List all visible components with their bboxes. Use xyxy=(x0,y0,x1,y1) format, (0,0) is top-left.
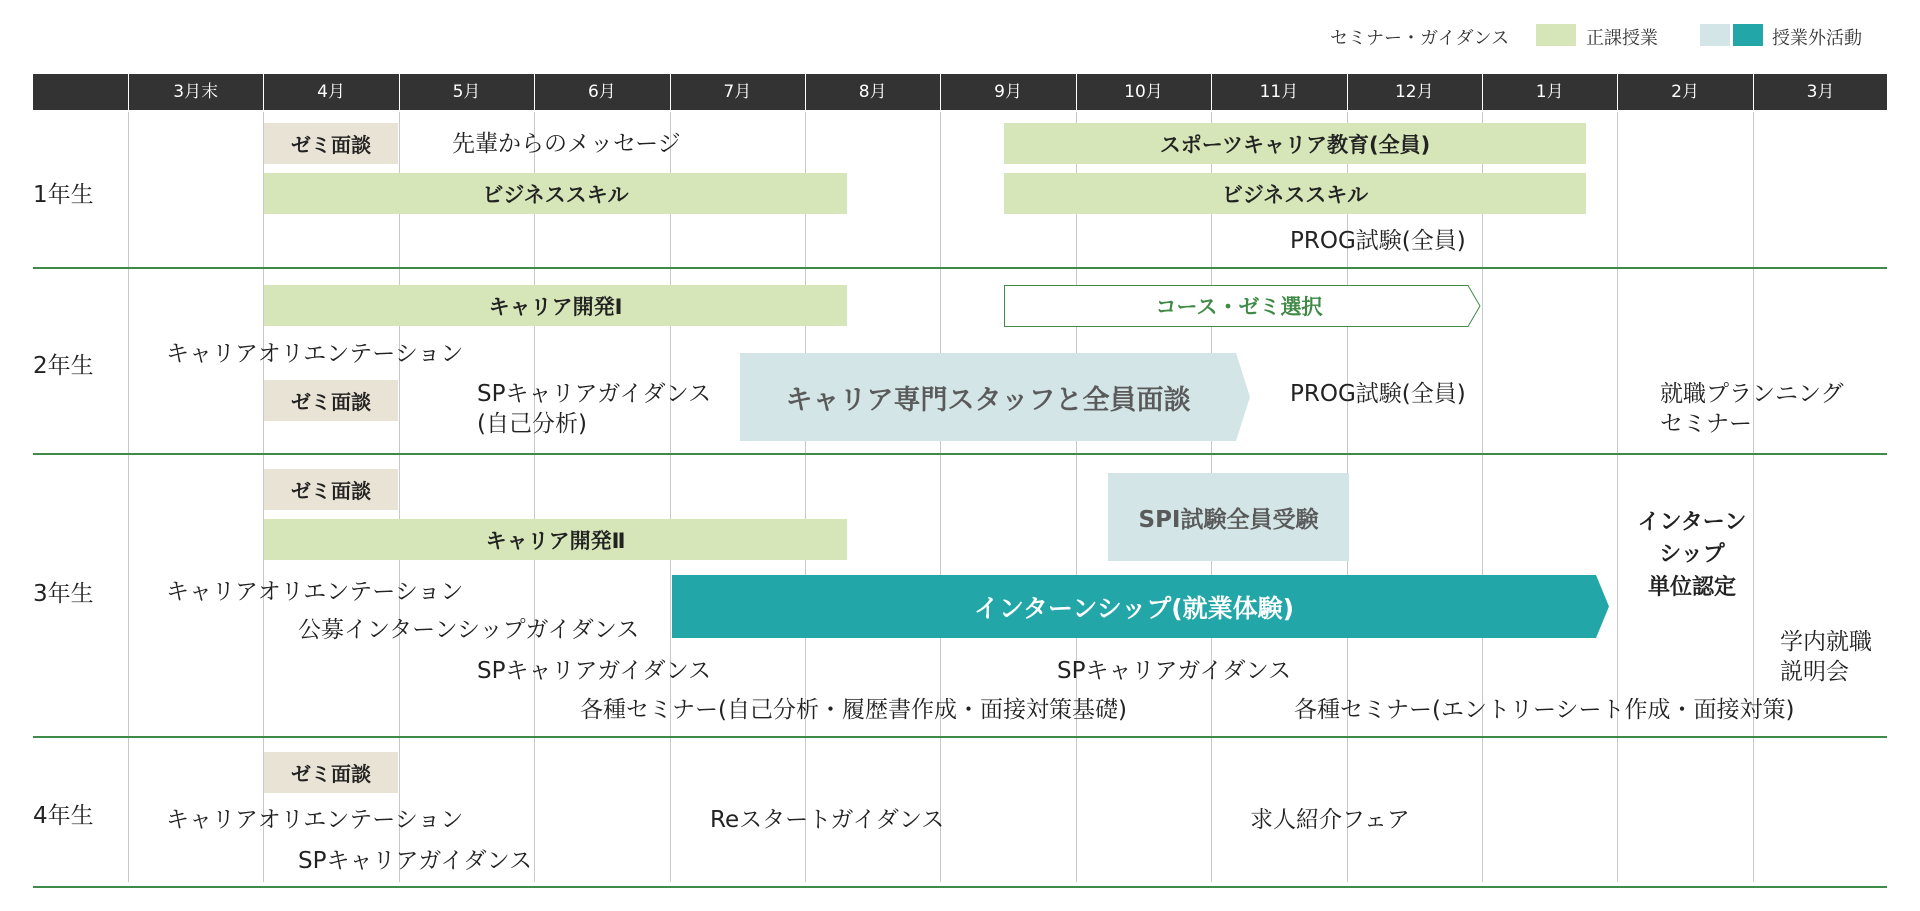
y1-sports-career-bar: スポーツキャリア教育(全員) xyxy=(1004,123,1586,164)
y1-business-skill-bar-2: ビジネススキル xyxy=(1004,173,1586,214)
grid-line xyxy=(805,112,806,882)
y3-internship-credit-line3: 単位認定 xyxy=(1647,575,1736,600)
month-cell: 9月 xyxy=(994,82,1022,102)
month-cell: 10月 xyxy=(1124,82,1163,102)
y4-orientation: キャリアオリエンテーション xyxy=(166,807,464,833)
month-cell: 12月 xyxy=(1394,82,1434,102)
grid-line xyxy=(128,112,129,882)
year-label-2: 2年生 xyxy=(33,353,94,379)
month-cell: 11月 xyxy=(1259,82,1299,102)
month-cell: 3月 xyxy=(1806,82,1835,102)
header-divider xyxy=(1482,74,1483,110)
legend-regular-swatch xyxy=(1536,24,1576,46)
y3-internship-credit-line2: シップ xyxy=(1659,542,1725,567)
header-divider xyxy=(1347,74,1348,110)
legend-extra-swatch-dark xyxy=(1733,24,1763,46)
y2-career-dev-bar: キャリア開発Ⅰ xyxy=(264,285,847,326)
month-cell: 3月末 xyxy=(173,82,219,102)
header-divider xyxy=(128,74,129,110)
grid-line xyxy=(1076,112,1077,882)
header-divider xyxy=(1076,74,1077,110)
grid-line xyxy=(1482,112,1483,882)
y2-planning-line2: セミナー xyxy=(1660,411,1752,437)
row-separator-2 xyxy=(33,453,1887,455)
row-separator-1 xyxy=(33,267,1887,269)
header-divider xyxy=(534,74,535,110)
grid-line xyxy=(1617,112,1618,882)
y1-business-skill-bar-1: ビジネススキル xyxy=(264,173,847,214)
y2-planning-line1: 就職プランニング xyxy=(1660,381,1844,407)
y4-zemi-badge: ゼミ面談 xyxy=(264,752,398,793)
legend-extra-swatch-light xyxy=(1700,24,1730,46)
y4-restart-guidance: Reスタートガイダンス xyxy=(710,807,945,833)
y2-course-select-label: コース・ゼミ選択 xyxy=(1155,295,1323,319)
y4-sp-guidance: SPキャリアガイダンス xyxy=(298,848,533,874)
month-cell: 7月 xyxy=(723,82,752,102)
y3-sp-guidance-a: SPキャリアガイダンス xyxy=(477,658,712,684)
year-label-3: 3年生 xyxy=(33,581,94,607)
header-divider xyxy=(940,74,941,110)
month-cell: 6月 xyxy=(587,82,616,102)
grid-line xyxy=(399,112,400,882)
header-divider xyxy=(1211,74,1212,110)
legend-seminar-label: セミナー・ガイダンス xyxy=(1330,28,1510,49)
month-cell: 8月 xyxy=(858,82,887,102)
y3-public-internship-guidance: 公募インターンシップガイダンス xyxy=(298,617,640,643)
y2-orientation: キャリアオリエンテーション xyxy=(166,341,464,367)
header-divider xyxy=(399,74,400,110)
y3-campus-briefing-line1: 学内就職 xyxy=(1780,629,1872,655)
grid-line xyxy=(670,112,671,882)
header-divider xyxy=(263,74,264,110)
month-cell: 4月 xyxy=(317,82,345,102)
grid-line xyxy=(1753,112,1754,882)
y1-prog-exam: PROG試験(全員) xyxy=(1290,228,1466,254)
header-divider xyxy=(670,74,671,110)
header-divider xyxy=(1617,74,1618,110)
legend-regular-label: 正課授業 xyxy=(1586,28,1658,49)
month-cell: 5月 xyxy=(452,82,481,102)
y3-internship-label: インターンシップ(就業体験) xyxy=(973,593,1295,623)
legend-extra-label: 授業外活動 xyxy=(1772,28,1862,49)
grid-line xyxy=(534,112,535,882)
y3-internship-credit-line1: インターン xyxy=(1637,510,1747,535)
y1-zemi-badge: ゼミ面談 xyxy=(264,123,398,164)
y3-seminars-b: 各種セミナー(エントリーシート作成・面接対策) xyxy=(1294,697,1795,723)
grid-line xyxy=(940,112,941,882)
month-cell: 1月 xyxy=(1535,82,1564,102)
y2-staff-interview-label: キャリア専門スタッフと全員面談 xyxy=(785,384,1191,416)
year-label-1: 1年生 xyxy=(33,182,94,208)
y3-sp-guidance-b: SPキャリアガイダンス xyxy=(1057,658,1292,684)
y3-career-dev-bar: キャリア開発Ⅱ xyxy=(264,519,847,560)
header-divider xyxy=(1753,74,1754,110)
y4-job-fair: 求人紹介フェア xyxy=(1250,807,1410,833)
y2-sp-guidance-line2: (自己分析) xyxy=(477,411,587,437)
y2-sp-guidance-line1: SPキャリアガイダンス xyxy=(477,381,712,407)
y1-senpai-message: 先輩からのメッセージ xyxy=(452,131,681,157)
year-label-4: 4年生 xyxy=(33,803,94,829)
y3-campus-briefing-line2: 説明会 xyxy=(1780,659,1849,685)
row-separator-3 xyxy=(33,736,1887,738)
y2-zemi-badge: ゼミ面談 xyxy=(264,380,398,421)
y3-spi-exam-box: SPI試験全員受験 xyxy=(1108,473,1349,561)
y2-prog-exam: PROG試験(全員) xyxy=(1290,381,1466,407)
y3-seminars-a: 各種セミナー(自己分析・履歴書作成・面接対策基礎) xyxy=(580,697,1127,723)
y3-orientation: キャリアオリエンテーション xyxy=(166,579,464,605)
header-divider xyxy=(805,74,806,110)
row-separator-4 xyxy=(33,886,1887,888)
header-divider xyxy=(1888,74,1889,110)
month-cell: 2月 xyxy=(1671,82,1699,102)
y3-zemi-badge: ゼミ面談 xyxy=(264,469,398,510)
